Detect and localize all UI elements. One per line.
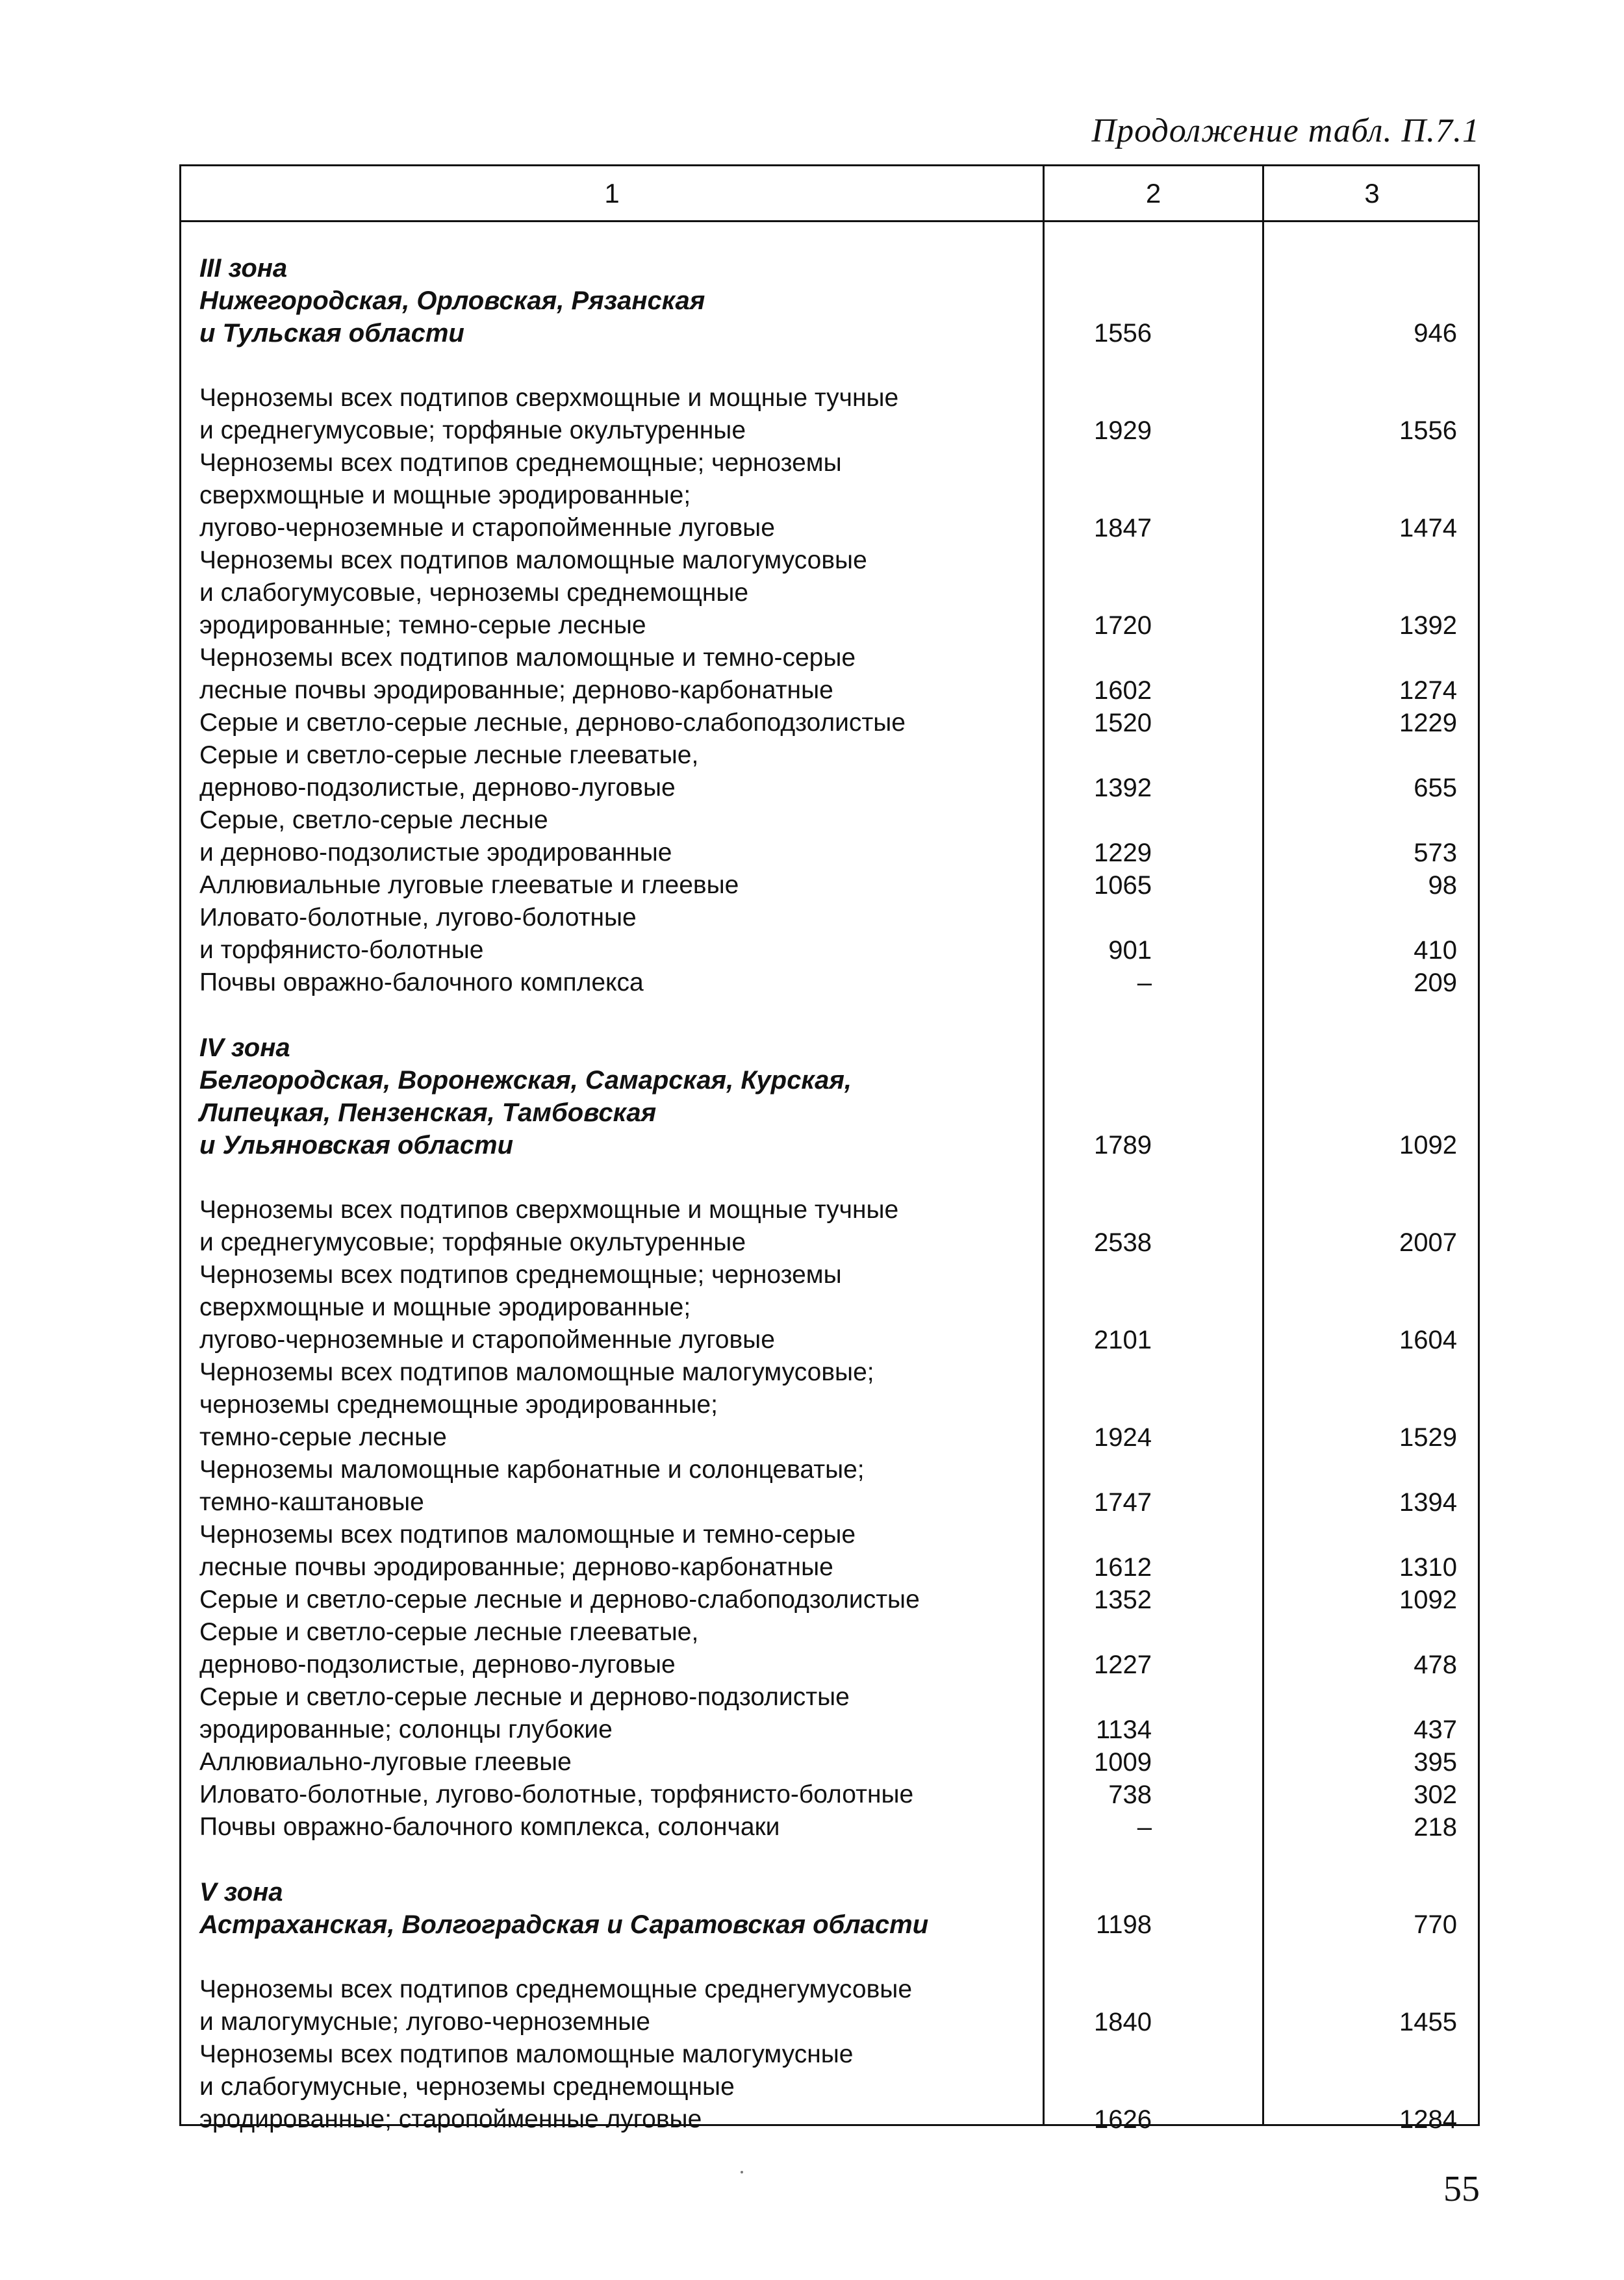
table-row-text xyxy=(199,902,1037,967)
value-col3: 1556 xyxy=(1399,416,1457,445)
table-row-text xyxy=(199,1259,1037,1356)
table-row xyxy=(181,642,1478,707)
table-row-text xyxy=(199,1779,1037,1811)
text-line: Черноземы всех подтипов маломощные и темно-серые xyxy=(199,1521,856,1549)
text-line: и слабогумусовые, черноземы среднемощные xyxy=(199,579,749,607)
table-row xyxy=(181,1616,1478,1681)
zone-header xyxy=(181,1876,1478,1941)
table-row-text xyxy=(199,869,1037,902)
text-line: Аллювиально-луговые глеевые xyxy=(199,1748,572,1776)
text-line: Черноземы всех подтипов маломощные малогумусные xyxy=(199,2040,854,2068)
text-line: и слабогумусные, черноземы среднемощные xyxy=(199,2073,735,2101)
value-col3: 2007 xyxy=(1399,1228,1457,1257)
table-header xyxy=(181,166,1478,222)
value-col2: 1720 xyxy=(1094,611,1152,640)
text-line: сверхмощные и мощные эродированные; xyxy=(199,481,691,509)
text-line: Черноземы маломощные карбонатные и солонцеватые; xyxy=(199,1456,865,1484)
value-col2: 1626 xyxy=(1094,2105,1152,2134)
table-row-text xyxy=(199,1356,1037,1454)
value-col3: 478 xyxy=(1414,1651,1457,1679)
table-row-text xyxy=(199,544,1037,642)
value-col3: 573 xyxy=(1414,839,1457,867)
table-row xyxy=(181,1259,1478,1356)
value-col2: 2101 xyxy=(1094,1326,1152,1354)
table-row-text xyxy=(199,1973,1037,2038)
zone-header-text xyxy=(199,252,1037,349)
text-line: Серые и светло-серые лесные и дерново-подзолистые xyxy=(199,1683,850,1711)
value-col2: 1065 xyxy=(1094,871,1152,900)
table-row-text xyxy=(199,2038,1037,2136)
value-col3: 770 xyxy=(1414,1910,1457,1939)
value-col3: 1392 xyxy=(1399,611,1457,640)
spacer xyxy=(181,349,1478,382)
text-line: IV зона xyxy=(199,1033,290,1062)
data-table xyxy=(179,164,1480,2134)
table-row-text xyxy=(199,1746,1037,1779)
text-line: лесные почвы эродированные; дерново-карбонатные xyxy=(199,1553,833,1581)
text-line: Почвы овражно-балочного комплекса xyxy=(199,969,644,996)
table-row-text xyxy=(199,739,1037,804)
text-line: Черноземы всех подтипов среднемощные; черноземы xyxy=(199,449,842,477)
value-col3: 98 xyxy=(1428,871,1457,900)
text-line: дерново-подзолистые, дерново-луговые xyxy=(199,774,676,802)
zone-header xyxy=(181,252,1478,349)
value-col2: 1847 xyxy=(1094,514,1152,542)
text-line: Почвы овражно-балочного комплекса, солончаки xyxy=(199,1813,780,1841)
table-row xyxy=(181,804,1478,869)
text-line: сверхмощные и мощные эродированные; xyxy=(199,1293,691,1321)
table-row xyxy=(181,1973,1478,2038)
column-header-1: 1 xyxy=(604,178,620,209)
value-col2: 1556 xyxy=(1094,319,1152,348)
value-col3: 437 xyxy=(1414,1716,1457,1744)
table-row xyxy=(181,1454,1478,1519)
table-row xyxy=(181,1746,1478,1779)
table-row xyxy=(181,1681,1478,1746)
value-col2: 1227 xyxy=(1094,1651,1152,1679)
text-line: и Тульская области xyxy=(199,319,464,348)
text-line: Серые и светло-серые лесные глееватые, xyxy=(199,741,699,769)
table-body xyxy=(181,222,1478,2136)
value-col3: 1284 xyxy=(1399,2105,1457,2134)
text-line: III зона xyxy=(199,254,288,283)
value-col2: 1789 xyxy=(1094,1131,1152,1159)
spacer xyxy=(181,1843,1478,1876)
value-col3: 946 xyxy=(1414,319,1457,348)
value-col3: 1310 xyxy=(1399,1553,1457,1582)
table-row xyxy=(181,902,1478,967)
text-line: Липецкая, Пензенская, Тамбовская xyxy=(199,1098,657,1127)
table-row xyxy=(181,869,1478,902)
value-col3: 218 xyxy=(1414,1813,1457,1842)
value-col3: 395 xyxy=(1414,1748,1457,1777)
table-row-text xyxy=(199,967,1037,999)
value-col3: 209 xyxy=(1414,969,1457,997)
spacer xyxy=(181,1161,1478,1194)
value-col3: 1474 xyxy=(1399,514,1457,542)
text-line: Серые и светло-серые лесные и дерново-слабоподзолистые xyxy=(199,1586,920,1614)
table-row-text xyxy=(199,804,1037,869)
column-header-3: 3 xyxy=(1364,178,1380,209)
spacer xyxy=(181,1941,1478,1973)
table-row xyxy=(181,1584,1478,1616)
text-line: лугово-черноземные и старопойменные луговые xyxy=(199,514,775,542)
value-col2: 1134 xyxy=(1095,1716,1152,1744)
value-col2: 1840 xyxy=(1094,2008,1152,2036)
value-col2: 1602 xyxy=(1094,676,1152,705)
table-row xyxy=(181,1356,1478,1454)
zone-header xyxy=(181,1032,1478,1161)
text-line: и среднегумусовые; торфяные окультуренные xyxy=(199,1228,746,1256)
text-line: черноземы среднемощные эродированные; xyxy=(199,1391,718,1419)
spacer xyxy=(181,999,1478,1032)
text-line: и торфянисто-болотные xyxy=(199,936,484,964)
text-line: Серые, светло-серые лесные xyxy=(199,806,548,834)
text-line: Астраханская, Волгоградская и Саратовская области xyxy=(199,1910,929,1939)
value-col3: 1455 xyxy=(1399,2008,1457,2036)
value-col2: 1612 xyxy=(1094,1553,1152,1582)
text-line: темно-каштановые xyxy=(199,1488,424,1516)
value-col3: 1529 xyxy=(1399,1423,1457,1452)
text-line: Нижегородская, Орловская, Рязанская xyxy=(199,286,705,315)
text-line: Черноземы всех подтипов маломощные малогумусовые; xyxy=(199,1358,874,1386)
value-col2: 1747 xyxy=(1094,1488,1152,1517)
table-row xyxy=(181,1779,1478,1811)
table-row xyxy=(181,1811,1478,1843)
text-line: лесные почвы эродированные; дерново-карбонатные xyxy=(199,676,833,704)
text-line: эродированные; солонцы глубокие xyxy=(199,1716,613,1743)
column-header-2: 2 xyxy=(1145,178,1161,209)
table-row-text xyxy=(199,382,1037,447)
table-row-text xyxy=(199,1454,1037,1519)
page-number: 55 xyxy=(1443,2169,1480,2209)
table-row xyxy=(181,544,1478,642)
table-row xyxy=(181,707,1478,739)
text-line: Серые и светло-серые лесные глееватые, xyxy=(199,1618,699,1646)
text-line: и дерново-подзолистые эродированные xyxy=(199,839,672,867)
value-col2: – xyxy=(1137,1813,1152,1842)
value-col3: 302 xyxy=(1414,1780,1457,1809)
value-col2: 901 xyxy=(1108,936,1152,965)
text-line: и среднегумусовые; торфяные окультуренные xyxy=(199,416,746,444)
table-row xyxy=(181,2038,1478,2136)
table-row-text xyxy=(199,1616,1037,1681)
text-line: и Ульяновская области xyxy=(199,1131,514,1159)
table-row-text xyxy=(199,1681,1037,1746)
table-row-text xyxy=(199,447,1037,544)
table-row-text xyxy=(199,707,1037,739)
spacer xyxy=(181,222,1478,252)
table-row xyxy=(181,967,1478,999)
table-row xyxy=(181,739,1478,804)
value-col3: 1092 xyxy=(1399,1586,1457,1614)
value-col2: – xyxy=(1137,969,1152,997)
scan-speck xyxy=(741,2171,743,2173)
value-col2: 1392 xyxy=(1094,774,1152,802)
text-line: Белгородская, Воронежская, Самарская, Курская, xyxy=(199,1066,852,1095)
text-line: V зона xyxy=(199,1878,283,1906)
table-row-text xyxy=(199,642,1037,707)
value-col3: 1092 xyxy=(1399,1131,1457,1159)
text-line: Серые и светло-серые лесные, дерново-слабоподзолистые xyxy=(199,709,906,737)
table-row-text xyxy=(199,1194,1037,1259)
text-line: Иловато-болотные, лугово-болотные, торфянисто-болотные xyxy=(199,1780,914,1808)
zone-header-text xyxy=(199,1876,1037,1941)
text-line: Черноземы всех подтипов маломощные и темно-серые xyxy=(199,644,856,672)
value-col2: 1924 xyxy=(1094,1423,1152,1452)
value-col3: 1274 xyxy=(1399,676,1457,705)
text-line: Черноземы всех подтипов маломощные малогумусовые xyxy=(199,546,867,574)
table-row xyxy=(181,1519,1478,1584)
table-row-text xyxy=(199,1811,1037,1843)
zone-header-text xyxy=(199,1032,1037,1161)
value-col2: 738 xyxy=(1108,1780,1152,1809)
table-row-text xyxy=(199,1584,1037,1616)
text-line: эродированные; старопойменные луговые xyxy=(199,2105,702,2133)
value-col2: 1352 xyxy=(1094,1586,1152,1614)
text-line: Черноземы всех подтипов среднемощные среднегумусовые xyxy=(199,1975,913,2003)
text-line: Черноземы всех подтипов сверхмощные и мощные тучные xyxy=(199,384,899,412)
value-col2: 1009 xyxy=(1094,1748,1152,1777)
table-row xyxy=(181,382,1478,447)
value-col3: 655 xyxy=(1414,774,1457,802)
value-col3: 1394 xyxy=(1399,1488,1457,1517)
text-line: Черноземы всех подтипов среднемощные; черноземы xyxy=(199,1261,842,1289)
value-col2: 1520 xyxy=(1094,709,1152,737)
text-line: дерново-подзолистые, дерново-луговые xyxy=(199,1651,676,1678)
text-line: лугово-черноземные и старопойменные луговые xyxy=(199,1326,775,1354)
text-line: Иловато-болотные, лугово-болотные xyxy=(199,904,637,931)
text-line: эродированные; темно-серые лесные xyxy=(199,611,646,639)
table-row xyxy=(181,1194,1478,1259)
value-col2: 2538 xyxy=(1094,1228,1152,1257)
value-col3: 1604 xyxy=(1399,1326,1457,1354)
table-caption: Продолжение табл. П.7.1 xyxy=(1091,112,1480,149)
text-line: темно-серые лесные xyxy=(199,1423,447,1451)
text-line: и малогумусные; лугово-черноземные xyxy=(199,2008,651,2036)
value-col3: 1229 xyxy=(1399,709,1457,737)
text-line: Черноземы всех подтипов сверхмощные и мощные тучные xyxy=(199,1196,899,1224)
table-row-text xyxy=(199,1519,1037,1584)
value-col2: 1198 xyxy=(1095,1910,1152,1939)
value-col3: 410 xyxy=(1414,936,1457,965)
value-col2: 1929 xyxy=(1094,416,1152,445)
table-row xyxy=(181,447,1478,544)
value-col2: 1229 xyxy=(1094,839,1152,867)
text-line: Аллювиальные луговые глееватые и глеевые xyxy=(199,871,739,899)
